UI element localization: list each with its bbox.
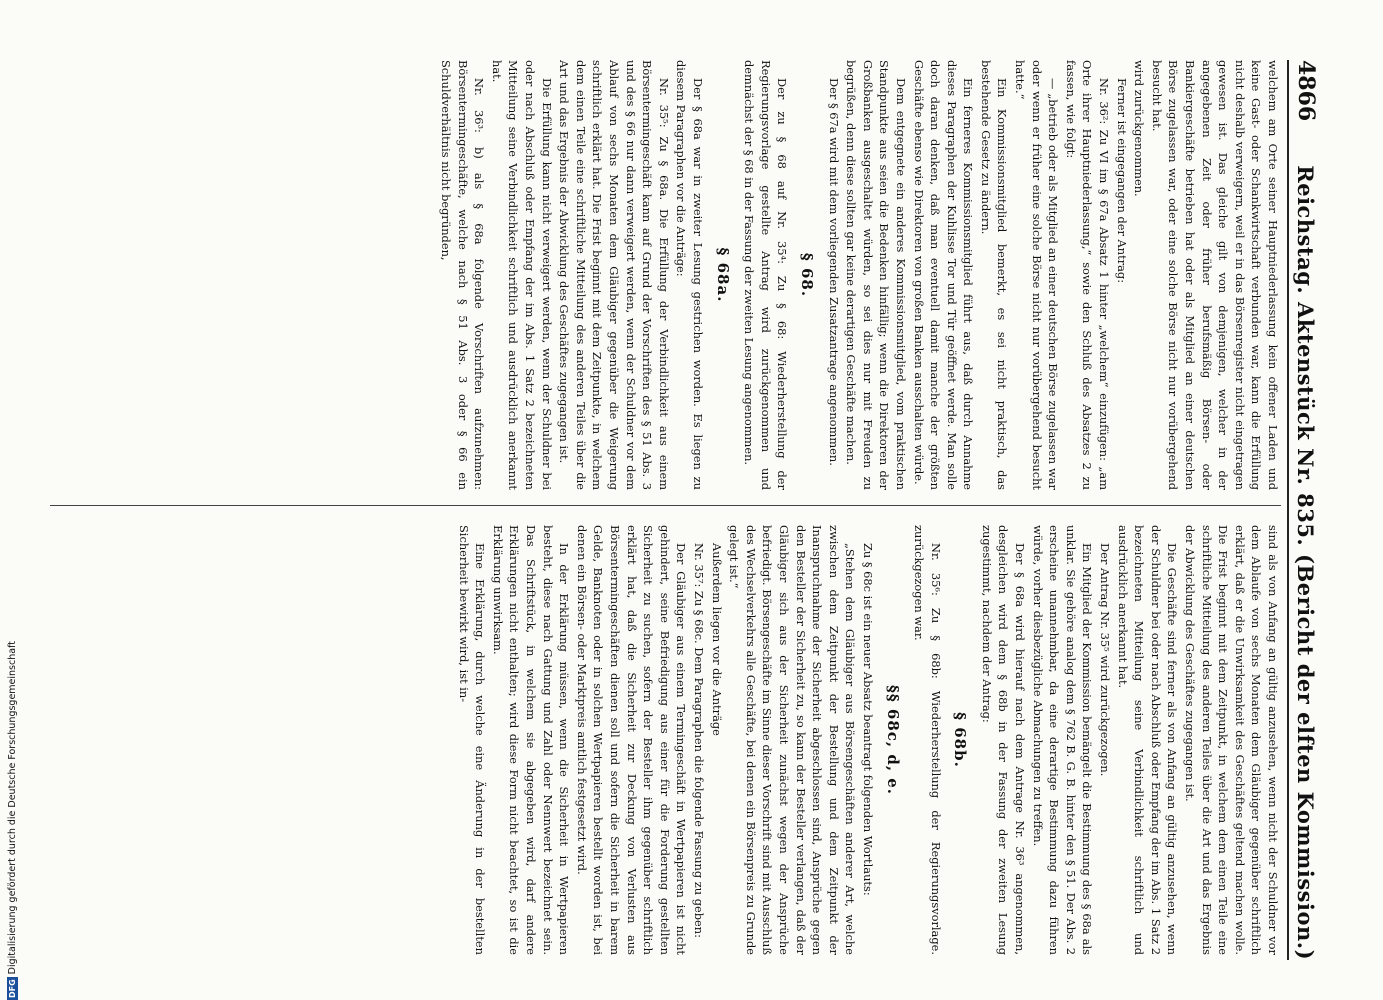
paragraph: Der zu § 68 auf Nr. 35⁴: Zu § 68: Wiederherstellung der Regierungsvorlage gestellte Antrag wird zurückgenommen und demnächst der § 68 in der Fassung der zweiten Lesung angenommen. bbox=[742, 60, 790, 490]
paragraph: welchem am Orte seiner Hauptniederlassung kein offener Laden und keine Gast- oder Schankwirtschaft verbunden war, kann die Erfüllung nicht deshalb verweigern, weil er in das Börsenregister nicht eingetragen gewesen ist. Das gleiche gilt von demjenigen, welcher in der angegebenen Zeit oder früher berufsmäßig Börsen- oder Bankiergeschäfte betrieben hat oder als Mitglied an einer deutschen Börse zugelassen war, oder eine solche Börse nicht nur vorübergehend besucht hat. bbox=[1149, 60, 1280, 490]
right-column bbox=[40, 525, 1281, 955]
paragraph: Dem entgegnete ein anderes Kommissionsmitglied, vom praktischen Standpunkte aus seien die Bedenken hinfällig; wenn die Direktoren der Großbanken ausgeschaltet würden, so sei dies nur mit Freuden zu begrüßen, denn diese sollten gar keine derartigen Geschäfte machen. bbox=[844, 60, 908, 490]
page-number: 4866 bbox=[1293, 60, 1319, 122]
section-heading-68b: § 68b. bbox=[951, 712, 970, 768]
left-column bbox=[40, 60, 1281, 490]
paragraph: Der § 68a war in zweiter Lesung gestrichen worden. Es liegen zu diesem Paragraphen vor die Anträge: bbox=[674, 60, 705, 490]
paragraph: sind als von Anfang an gültig anzusehen, wenn nicht der Schuldner vor dem Ablaufe von sechs Monaten dem Gläubiger gegenüber schriftlich erklärt, daß er die Unwirksamkeit des Geschäftes geltend machen wolle. Die Frist beginnt mit dem Zeitpunkt, in welchem dem einen Teile eine schriftliche Mitteilung des anderen Teiles über die Art und das Ergebnis der Abwicklung des Geschäftes zugegangen ist. bbox=[1183, 525, 1280, 955]
paragraph: Nr. 35⁵: Zu § 68a. Die Erfüllung der Verbindlichkeit aus einem Börsentermingeschäft kann auf Grund der Vorschriften des § 51 Abs. 3 und des § 66 nur dann verweigert werden, wenn der Schuldner vor dem Ablauf von sechs Monaten dem Gläubiger gegenüber die Weigerung schriftlich erklärt hat. Die Frist beginnt mit dem Zeitpunkte, in welchem dem einen Teile eine schriftliche Mitteilung des anderen Teiles über die Art und das Ergebnis der Abwicklung des Geschäftes zugegangen ist. bbox=[557, 60, 671, 490]
digitization-credit bbox=[1, 600, 23, 1000]
paragraph: Nr. 35⁶: Zu § 68b: Wiederherstellung der Regierungsvorlage. zurückgezogen war. bbox=[912, 525, 943, 955]
column-divider bbox=[50, 505, 1281, 506]
paragraph: Die Geschäfte sind ferner als von Anfang an gültig anzusehen, wenn der Schuldner bei oder nach Abschluß oder Empfang der im Abs. 1 Satz 2 bezeichneten Mitteilung seine Verbindlichkeit schriftlich und ausdrücklich anerkannt hat. bbox=[1115, 525, 1180, 955]
dfg-logo-icon: DFG bbox=[7, 979, 17, 998]
paragraph: Außerdem liegen vor die Anträge bbox=[709, 543, 724, 736]
paragraph: Ein Mitglied der Kommission bemängelt die Bestimmung des § 68a als unklar. Sie gehöre analog dem § 762 B. G. B. hinter den § 51. Der Abs. 2 erscheine unannehmbar, da eine derartige Bestimmung dazu führen würde, vorher diesbezügliche Abmachungen zu treffen. bbox=[1030, 525, 1095, 955]
paragraph: Der Antrag Nr. 35⁵ wird zurückgezogen. bbox=[1098, 543, 1113, 777]
paragraph: Nr. 35⁷: Zu § 68c. Dem Paragraphen die folgende Fassung zu geben: bbox=[692, 543, 706, 938]
paragraph: Der Gläubiger aus einem Termingeschäft in Wertpapieren ist nicht gehindert, seine Befriedigung aus einer für die Forderung gestellten Sicherheit zu suchen, sofern der Besteller ihm gegenüber schriftlich erklärt hat, daß die Sicherheit zur Deckung von Verlusten aus Börsentermingeschäften dienen soll und sofern die Sicherheit in barem Gelde, Banknoten oder in solchen Wertpapieren bestellt worden ist, bei denen ein Börsen- oder Marktpreis amtlich festgesetzt wird. bbox=[574, 525, 689, 955]
paragraph: Eine Erklärung, durch welche eine Änderung in der bestellten Sicherheit bewirkt wird, ist in- bbox=[456, 525, 488, 955]
header-title: Reichstag. Aktenstück Nr. 835. (Bericht der elften Kommission.) bbox=[1293, 165, 1318, 960]
paragraph: Die Erfüllung kann nicht verweigert werden, wenn der Schuldner bei oder nach Abschluß oder Empfang der im Abs. 1 Satz 2 bezeichneten Mitteilung seine Verbindlichkeit schriftlich und ausdrücklich anerkannt hat. bbox=[489, 60, 554, 490]
credit-text: Digitalisierung gefördert durch die Deutsche Forschungsgemeinschaft bbox=[6, 641, 18, 975]
section-heading-68c: §§ 68c, d, e. bbox=[883, 684, 902, 796]
paragraph: Zu § 68c ist ein neuer Absatz beantragt folgenden Wortlauts: bbox=[860, 543, 875, 896]
paragraph: Ein Kommissionsmitglied bemerkt, es sei nicht praktisch, das bestehende Gesetz zu ändern. bbox=[978, 60, 1010, 490]
paragraph: In der Erklärung müssen, wenn die Sicherheit in Wertpapieren besteht, diese nach Gattung und Zahl oder Nennwert bezeichnet sein. Das Schriftstück, in welchem sie abgegeben wird, darf andere Erklärungen nicht enthalten; wird diese Form nicht beachtet, so ist die Erklärung unwirksam. bbox=[490, 525, 572, 955]
paragraph: Nr. 36³: b) als § 68a folgende Vorschriften aufzunehmen: Börsentermingeschäfte, welche nach § 51 Abs. 3 oder § 66 ein Schuldverhältnis nicht begründen, bbox=[439, 60, 487, 490]
paragraph: wird zurückgenommen. bbox=[1132, 60, 1147, 197]
page-header bbox=[1287, 60, 1353, 960]
paragraph: Ein ferneres Kommissionsmitglied führt aus, daß durch Annahme dieses Paragraphen der Kuhlisse Tor und Tür geöffnet werde. Man solle doch daran denken, daß man eventuell damit manche der größten Geschäfte ebenso wie Direktoren von großen Banken ausschalten würde. bbox=[911, 60, 976, 490]
paragraph: Der § 68a wird hierauf nach dem Antrage Nr. 36³ angenommen, desgleichen wird dem § 68b in der Fassung der zweiten Lesung zugestimmt, nachdem der Antrag: bbox=[979, 525, 1028, 955]
paragraph: Ferner ist eingegangen der Antrag: bbox=[1114, 78, 1129, 284]
paragraph: Nr. 36²: Zu VI im § 67a Absatz 1 hinter „welchem“ einzufügen: „am Orte ihrer Hauptniederlassung,“ sowie den Schluß des Absatzes 2 zu fassen, wie folgt: bbox=[1063, 60, 1112, 490]
section-heading-68: § 68. bbox=[797, 252, 816, 298]
paragraph: Der § 67a wird mit dem vorliegenden Zusatzantrage angenommen. bbox=[826, 78, 841, 466]
section-heading-68a: § 68a. bbox=[713, 247, 732, 303]
paragraph: „Stehen dem Gläubiger aus Börsengeschäften anderer Art, welche zwischen dem Zeitpunkt der Bestellung und dem Zeitpunkt der Inanspruchnahme der Sicherheit abgeschlossen sind, Ansprüche gegen den Besteller der Sicherheit zu, so kann der Besteller verlangen, daß der Gläubiger sich aus der Sicherheit zunächst wegen der Ansprüche befriedigt. Börsengeschäfte im Sinne dieser Vorschrift sind mit Ausschluß des Wechselverkehrs alle Geschäfte, bei denen ein Börsenpreis zu Grunde gelegt ist.“ bbox=[727, 525, 858, 955]
paragraph: — „betrieb oder als Mitglied an einer deutschen Börse zugelassen war oder wenn er früher eine solche Börse nicht nur vorübergehend besucht hatte.“ bbox=[1013, 60, 1061, 490]
